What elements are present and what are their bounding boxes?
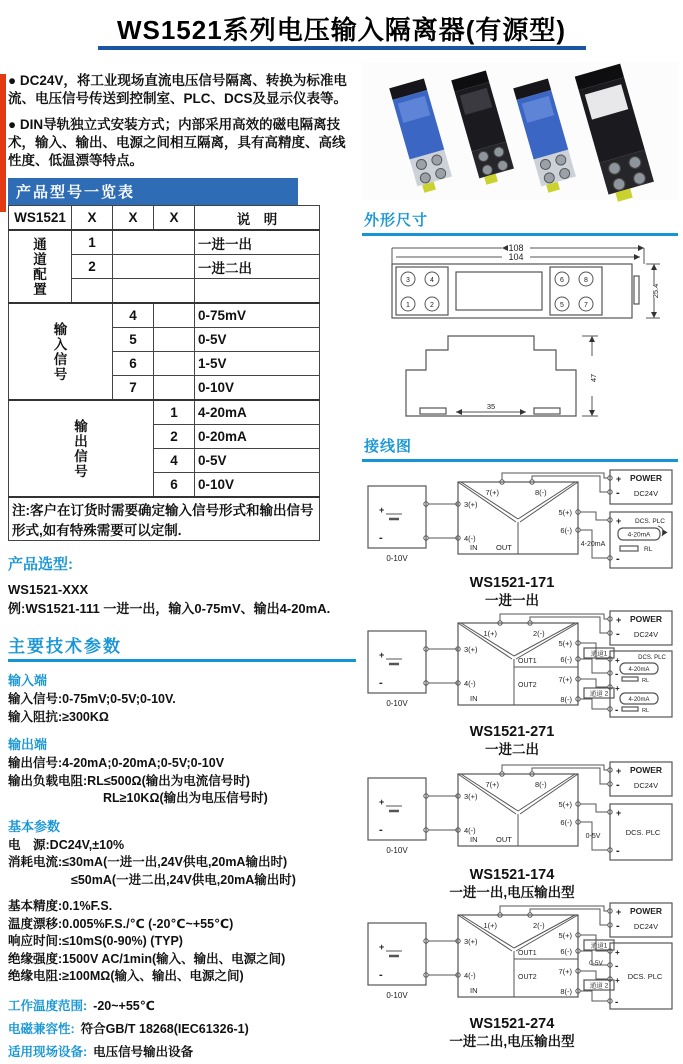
table-row (9, 230, 320, 255)
isolator-box (456, 480, 580, 554)
desc-cell: 4-20mA (195, 400, 320, 425)
source-box (368, 486, 428, 563)
dimensions-heading: 外形尺寸 (364, 212, 429, 229)
source-range: 0-10V (386, 991, 408, 1000)
diagram-caption (402, 867, 622, 901)
in-label: IN (470, 694, 478, 703)
power-label: POWER (629, 906, 663, 916)
x3-header: X (154, 206, 195, 231)
out2-label: OUT2 (518, 682, 537, 689)
selection-model: WS1521-XXX (8, 582, 89, 597)
out2-label: OUT2 (518, 974, 537, 981)
channel1-label: 通道1 (590, 650, 608, 658)
spec-line: 绝缘强度:1500V AC/1min(输入、输出、电源之间) (8, 951, 286, 966)
plus-sign: + (615, 976, 620, 985)
terminal-label: 7(+) (485, 780, 499, 789)
out-label: OUT (496, 543, 512, 552)
minus-sign: - (616, 845, 620, 857)
desc-cell: 0-10V (195, 473, 320, 498)
plus-sign: + (616, 474, 622, 484)
terminal-label: 2(-) (533, 921, 545, 930)
code-cell: 4 (154, 449, 195, 473)
source-range: 0-10V (386, 554, 408, 563)
terminal-label: 8(-) (535, 780, 547, 789)
wiring-diagram-271 (362, 609, 678, 758)
terminal-label: 4(-) (464, 534, 476, 543)
output-group-title: 输出端 (8, 737, 48, 752)
terminal-label: 5(+) (558, 639, 572, 648)
terminal-label: 5(+) (558, 800, 572, 809)
empty-cell (113, 279, 195, 304)
dim-35: 35 (486, 402, 496, 411)
minus-sign: - (379, 969, 383, 981)
footer-line (8, 1041, 356, 1064)
rl-label: RL (644, 546, 653, 553)
plus-sign: + (616, 907, 622, 917)
spec-line: 绝缘电阻:≥100MΩ(输入、输出、电源之间) (8, 969, 244, 983)
code-cell: 1 (154, 400, 195, 425)
selection-heading: 产品选型: (8, 556, 73, 573)
dcs-box (608, 804, 672, 860)
terminal-label: 8(-) (535, 488, 547, 497)
footer-line (8, 995, 356, 1018)
right-column (362, 62, 678, 1050)
terminal-label: 3(+) (464, 792, 478, 801)
terminal-label: 5(+) (558, 508, 572, 517)
desc-cell: 0-75mV (195, 303, 320, 328)
product-photo (362, 62, 678, 200)
terminal-number: 7 (584, 302, 588, 309)
terminal-label: 7(+) (485, 488, 499, 497)
diagram-model: WS1521-271 (469, 724, 555, 740)
wiring-diagram-274 (362, 901, 678, 1050)
channel2-label: 通道 2 (589, 690, 609, 698)
spacer (8, 986, 356, 995)
x1-header: X (72, 206, 113, 231)
code-cell: 2 (72, 255, 113, 279)
diagram-type: 一进一出 (485, 593, 539, 608)
minus-sign: - (616, 553, 620, 565)
spacer (8, 889, 356, 898)
terminal-number: 5 (560, 302, 564, 309)
diagram-type: 一进二出 (485, 742, 539, 757)
diagram-type: 一进二出,电压输出型 (449, 1034, 575, 1049)
empty-cell (154, 352, 195, 376)
dim-104: 104 (508, 252, 524, 262)
wire-signal-label: 0-5V (589, 960, 603, 967)
table-row (9, 206, 320, 231)
terminal-number: 3 (406, 277, 410, 284)
rl-label: RL (642, 678, 650, 684)
source-range: 0-10V (386, 846, 408, 855)
terminal-label: 3(+) (464, 500, 478, 509)
minus-sign: - (615, 997, 619, 1008)
footer-line (8, 1018, 356, 1041)
table-row (9, 400, 320, 425)
plus-sign: + (615, 656, 620, 665)
dcs-label: DCS. PLC (635, 518, 665, 525)
plus-sign: + (616, 808, 622, 818)
power-voltage: DC24V (633, 630, 659, 639)
wiring-diagram-171 (362, 466, 678, 609)
dimension-drawing (362, 240, 678, 426)
power-box (608, 611, 672, 645)
wire-signal-label: 0-5V (585, 833, 601, 840)
desc-cell: 0-20mA (195, 425, 320, 449)
dcs-label: DCS. PLC (625, 828, 661, 837)
rl-label: RL (642, 708, 650, 714)
terminal-label: 7(+) (558, 675, 572, 684)
empty-cell (154, 376, 195, 401)
desc-cell: 一进二出 (195, 255, 320, 279)
wiring-heading: 接线图 (364, 438, 413, 455)
terminal-label: 4(-) (464, 826, 476, 835)
channel1-label: 通道1 (590, 942, 608, 950)
diagram-caption (402, 724, 622, 758)
minus-sign: - (616, 779, 620, 791)
footer-value: -20~+55℃ (93, 998, 155, 1013)
input-signal-label: 输入信号 (9, 303, 113, 400)
source-range: 0-10V (386, 699, 408, 708)
left-column (8, 72, 356, 1064)
model-table-header: 产品型号一览表 (8, 178, 298, 205)
diagram-model: WS1521-174 (469, 867, 555, 883)
terminal-label: 5(+) (558, 931, 572, 940)
code-cell: 6 (154, 473, 195, 498)
table-row (9, 303, 320, 328)
code-cell: 7 (113, 376, 154, 401)
terminal-label: 6(-) (560, 526, 572, 535)
diagram-caption (402, 575, 622, 609)
power-label: POWER (629, 614, 663, 624)
spec-line: 响应时间:≤10mS(0-90%) (TYP) (8, 934, 183, 948)
in-label: IN (470, 835, 478, 844)
diagram-caption (402, 1016, 622, 1050)
red-edge-bar (0, 74, 6, 212)
power-label: POWER (629, 765, 663, 775)
plus-sign: + (379, 942, 385, 952)
power-voltage: DC24V (633, 922, 659, 931)
meter-label: 4-20mA (628, 667, 650, 673)
desc-cell: 0-5V (195, 328, 320, 352)
desc-cell: 0-5V (195, 449, 320, 473)
power-voltage: DC24V (633, 781, 659, 790)
page-title: WS1521系列电压输入隔离器(有源型) (116, 15, 567, 45)
diagram-type: 一进一出,电压输出型 (449, 885, 575, 900)
plus-sign: + (615, 948, 620, 957)
footer-value: 符合GB/T 18268(IEC61326-1) (80, 1021, 249, 1036)
table-row (9, 497, 320, 541)
dcs-label: DCS. PLC (638, 655, 666, 661)
dim-25-4: 25.4 (651, 283, 660, 299)
side-profile (406, 336, 598, 416)
wiring-rule (362, 459, 678, 462)
power-voltage: DC24V (633, 489, 659, 498)
spec-line: 输入阻抗:≥300KΩ (8, 709, 109, 724)
specs-heading: 主要技术参数 (8, 637, 122, 656)
plus-sign: + (616, 766, 622, 776)
empty-cell (154, 303, 195, 328)
code-cell: 1 (72, 230, 113, 255)
plus-sign: + (616, 516, 622, 526)
footer-label: 电磁兼容性: (8, 1021, 75, 1036)
power-box (608, 903, 672, 937)
channel-config-label: 通道配置 (9, 230, 72, 303)
in-label: IN (470, 543, 478, 552)
diagram-model: WS1521-171 (469, 575, 555, 591)
plus-sign: + (379, 797, 385, 807)
dim-47: 47 (589, 373, 598, 383)
terminal-label: 6(-) (560, 655, 572, 664)
input-group-title: 输入端 (8, 673, 48, 688)
minus-sign: - (615, 669, 619, 680)
dcs-label: DCS. PLC (627, 972, 663, 981)
empty-cell (113, 230, 195, 255)
terminal-label: 6(-) (560, 818, 572, 827)
source-box (368, 631, 428, 708)
source-box (368, 778, 428, 855)
dcs-box (608, 651, 672, 717)
feature-bullet-1: ● DC24V，将工业现场直流电压信号隔离、转换为标准电流、电压信号传送到控制室、PLC、DCS及显示仪表等。 (8, 73, 348, 106)
output-signal-label: 输出信号 (9, 400, 154, 497)
top-view (392, 243, 660, 318)
plus-sign: + (616, 615, 622, 625)
power-box (608, 762, 672, 796)
code-cell: 2 (154, 425, 195, 449)
selection-example: 例:WS1521-111 一进一出，输入0-75mV、输出4-20mA. (8, 601, 331, 616)
minus-sign: - (379, 677, 383, 689)
basic-group-title: 基本参数 (8, 818, 61, 834)
dcs-box (608, 943, 672, 1009)
plus-sign: + (379, 650, 385, 660)
spec-line: 基本精度:0.1%F.S. (8, 899, 113, 913)
model-number-table (8, 205, 320, 541)
out-label: OUT (496, 835, 512, 844)
minus-sign: - (615, 961, 619, 972)
power-label: POWER (629, 473, 663, 483)
empty-cell (113, 255, 195, 279)
channel2-label: 通道 2 (589, 982, 609, 990)
meter-label: 4-20mA (628, 697, 650, 703)
terminal-label: 1(+) (483, 629, 497, 638)
minus-sign: - (616, 487, 620, 499)
table-note: 注:客户在订货时需要确定输入信号形式和输出信号形式,如有特殊需要可以定制. (9, 497, 320, 541)
spec-line: 输出负载电阻:RL≤500Ω(输出为电流信号时) (8, 773, 250, 788)
minus-sign: - (379, 824, 383, 836)
terminal-label: 1(+) (483, 921, 497, 930)
spec-line: 输出信号:4-20mA;0-20mA;0-5V;0-10V (8, 756, 225, 770)
plus-sign: + (379, 505, 385, 515)
terminal-number: 8 (584, 277, 588, 284)
source-box (368, 923, 428, 1000)
terminal-label: 2(-) (533, 629, 545, 638)
empty-cell (154, 328, 195, 352)
code-cell: 5 (113, 328, 154, 352)
out1-label: OUT1 (518, 658, 537, 665)
brand-cell: WS1521 (9, 206, 72, 231)
isolator-box (456, 772, 580, 846)
code-cell: 6 (113, 352, 154, 376)
footer-label: 适用现场设备: (8, 1044, 88, 1059)
minus-sign: - (616, 628, 620, 640)
title-underline (98, 46, 586, 50)
desc-cell: 一进一出 (195, 230, 320, 255)
terminal-label: 8(-) (560, 695, 572, 704)
minus-sign: - (379, 532, 383, 544)
code-cell: 4 (113, 303, 154, 328)
in-label: IN (470, 986, 478, 995)
power-box (608, 470, 672, 504)
desc-header: 说 明 (195, 206, 320, 231)
x2-header: X (113, 206, 154, 231)
terminal-number: 1 (406, 302, 410, 309)
feature-bullet-2: ● DIN导轨独立式安装方式；内部采用高效的磁电隔离技术，输入、输出、电源之间相互隔离，具有高精度、高线性度、低温漂等特点。 (8, 117, 346, 168)
desc-cell: 0-10V (195, 376, 320, 401)
wire-signal-label: 4-20mA (580, 541, 606, 548)
terminal-number: 6 (560, 277, 564, 284)
spec-line: 消耗电流:≤30mA(一进一出,24V供电,20mA输出时) (8, 855, 288, 869)
spec-line: RL≥10KΩ(输出为电压信号时) (103, 791, 268, 805)
footer-label: 工作温度范围: (8, 998, 88, 1013)
desc-cell (195, 279, 320, 304)
isolator-box (456, 621, 580, 705)
diagram-model: WS1521-274 (469, 1016, 555, 1032)
minus-sign: - (615, 705, 619, 716)
spec-line: 输入信号:0-75mV;0-5V;0-10V. (8, 692, 176, 706)
meter-label: 4-20mA (627, 531, 651, 539)
terminal-label: 3(+) (464, 645, 478, 654)
terminal-label: 4(-) (464, 971, 476, 980)
terminal-label: 6(-) (560, 947, 572, 956)
minus-sign: - (616, 920, 620, 932)
code-cell (72, 279, 113, 304)
spec-line: 电 源:DC24V,±10% (8, 837, 125, 852)
footer-value: 电压信号输出设备 (93, 1044, 194, 1059)
terminal-label: 3(+) (464, 937, 478, 946)
out1-label: OUT1 (518, 950, 537, 957)
isolator-box (456, 913, 580, 997)
terminal-number: 4 (430, 277, 434, 284)
dim-108: 108 (508, 243, 524, 253)
specs-rule (8, 659, 356, 662)
spec-line: ≤50mA(一进二出,24V供电,20mA输出时) (71, 872, 296, 887)
dcs-box (608, 512, 672, 568)
terminal-label: 8(-) (560, 987, 572, 996)
plus-sign: + (615, 684, 620, 693)
dimensions-rule (362, 233, 678, 236)
terminal-label: 7(+) (558, 967, 572, 976)
terminal-number: 2 (430, 302, 434, 309)
wiring-diagram-174 (362, 758, 678, 901)
desc-cell: 1-5V (195, 352, 320, 376)
spec-line: 温度漂移:0.005%F.S./℃ (-20℃~+55℃) (8, 916, 234, 931)
terminal-label: 4(-) (464, 679, 476, 688)
